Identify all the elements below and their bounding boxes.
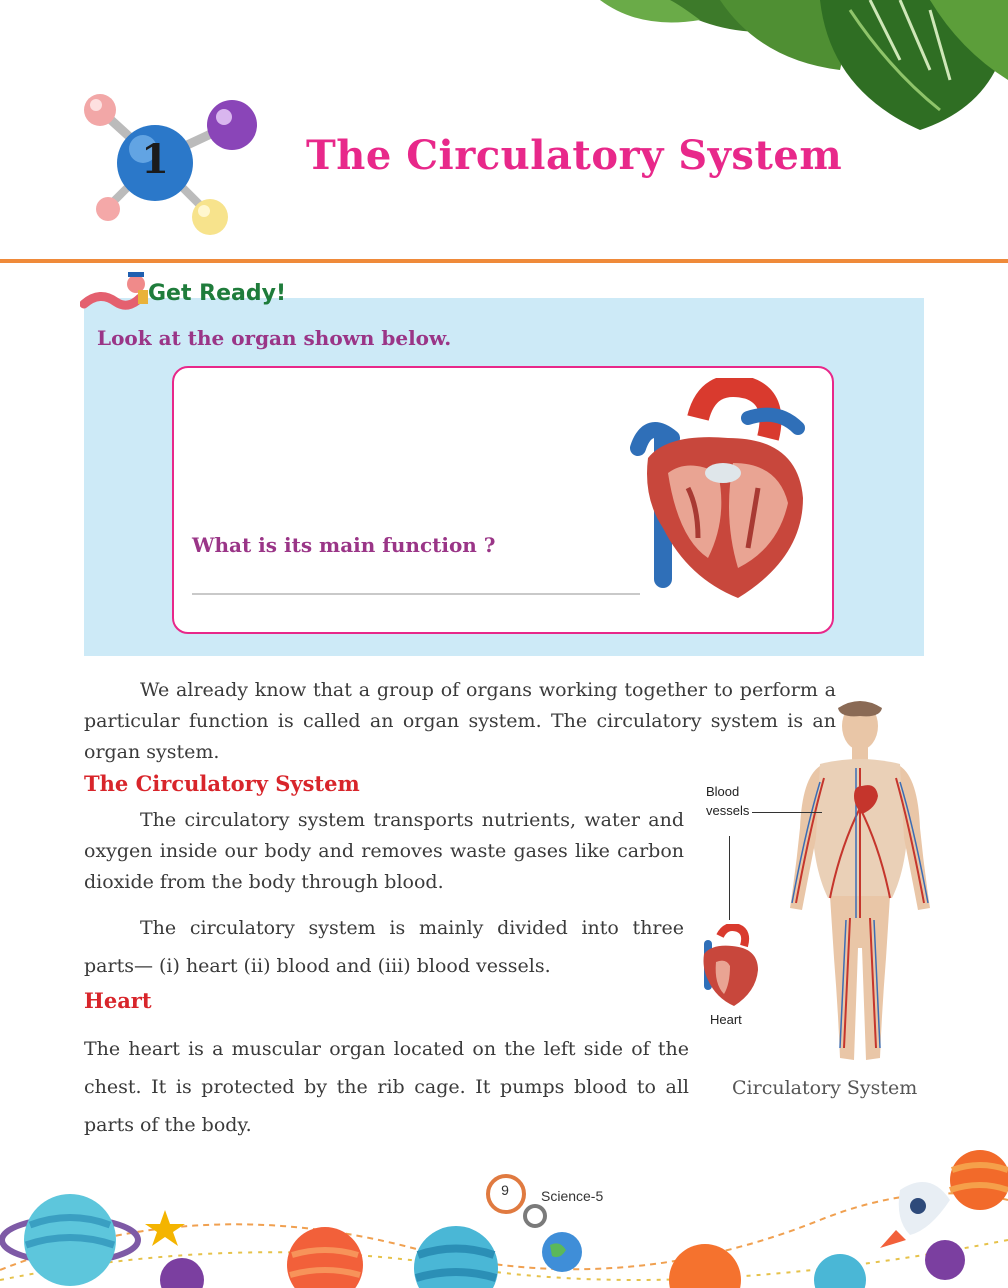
section-heading-circulatory-system: The Circulatory System <box>84 771 360 796</box>
worm-mascot-icon <box>80 270 150 310</box>
space-footer-illustration <box>0 1130 1008 1288</box>
human-circulatory-figure <box>780 698 940 1068</box>
page-number: 9 <box>501 1182 509 1198</box>
chapter-number: 1 <box>141 136 169 183</box>
paragraph-text: The circulatory system transports nutrients, water and oxygen inside our body and removes waste gases like carbon dioxide from the body through blood. <box>84 809 684 893</box>
monstera-leaves-illustration <box>600 0 1008 150</box>
heart-label: Heart <box>710 1012 742 1027</box>
figure-caption: Circulatory System <box>732 1077 918 1099</box>
small-heart-illustration <box>696 924 762 1008</box>
intro-paragraph <box>84 675 836 768</box>
paragraph-text: The circulatory system is mainly divided into three parts— (i) heart (ii) blood and (iii) blood vessels. <box>84 917 684 977</box>
answer-line <box>192 593 640 595</box>
book-name: Science-5 <box>541 1188 604 1204</box>
blood-vessels-label-line-2: vessels <box>706 803 750 818</box>
intro-text: We already know that a group of organs working together to perform a particular function is called an organ system. The circulatory system is an organ system. <box>84 679 836 763</box>
circulatory-paragraph-2 <box>84 909 684 985</box>
chapter-title: The Circulatory System <box>306 132 843 179</box>
blood-vessels-label <box>706 782 749 820</box>
get-ready-prompt: Look at the organ shown below. <box>97 326 452 350</box>
circulatory-paragraph-1 <box>84 805 684 898</box>
heart-illustration <box>628 378 818 608</box>
header-divider <box>0 259 1008 263</box>
section-heading-heart: Heart <box>84 988 152 1013</box>
blood-vessels-pointer <box>752 812 822 813</box>
blood-vessels-label-line-1: Blood <box>706 784 740 799</box>
get-ready-label: Get Ready! <box>148 281 286 306</box>
heart-paragraph: The heart is a muscular organ located on the left side of the chest. It is protected by the rib cage. It pumps blood to all parts of the body. <box>84 1038 689 1136</box>
question-text: What is its main function ? <box>192 533 496 557</box>
heart-pointer <box>729 836 730 920</box>
